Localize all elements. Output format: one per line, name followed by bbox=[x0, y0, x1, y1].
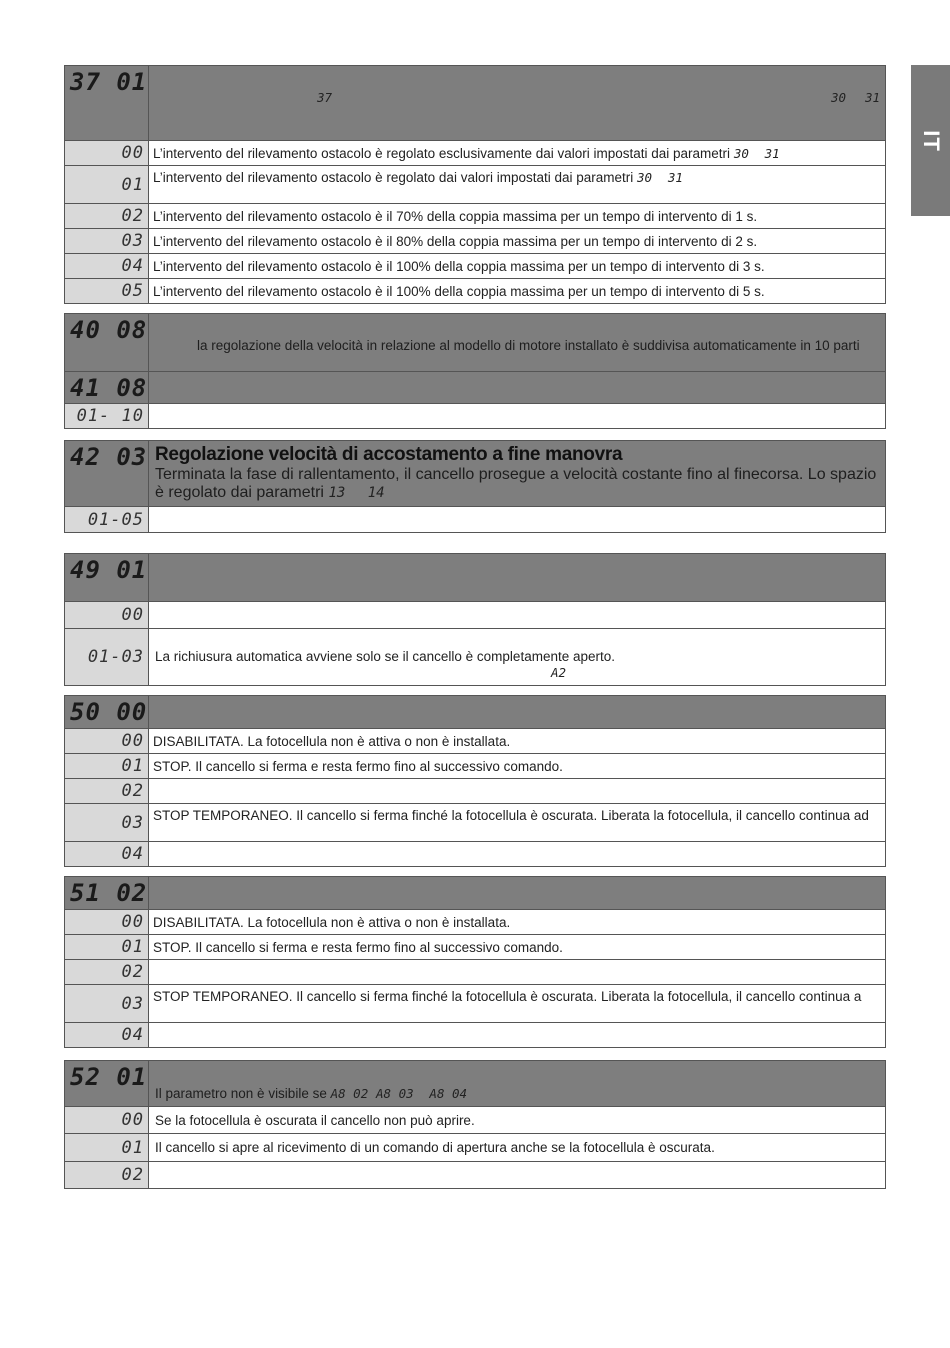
option-code-cell bbox=[65, 1023, 149, 1048]
option-code-cell bbox=[65, 279, 149, 304]
param-description: la regolazione della velocità in relazione al modello di motore installato è suddivisa automaticamente in 10 parti bbox=[197, 338, 860, 353]
param-code-cell bbox=[65, 441, 149, 507]
option-description bbox=[149, 729, 886, 754]
param-header bbox=[149, 66, 886, 141]
option-code: 01 bbox=[121, 937, 144, 957]
option-code-cell bbox=[65, 507, 149, 533]
param-code: 51 02 bbox=[70, 879, 148, 907]
option-text: DISABILITATA. La fotocellula non è attiva o non è installata. bbox=[153, 733, 511, 749]
option-code-cell bbox=[65, 985, 149, 1023]
option-text: L’intervento del rilevamento ostacolo è il 70% della coppia massima per un tempo di intervento di 1 s. bbox=[153, 208, 758, 224]
option-description bbox=[149, 1134, 886, 1162]
option-code: 00 bbox=[121, 605, 144, 625]
param-50-table bbox=[64, 695, 886, 867]
option-code: 00 bbox=[121, 912, 144, 932]
param-ref: 14 bbox=[367, 485, 385, 501]
option-description bbox=[149, 985, 886, 1023]
option-description bbox=[149, 279, 886, 304]
option-description bbox=[149, 1023, 886, 1048]
option-code-cell bbox=[65, 935, 149, 960]
option-code: 00 bbox=[121, 1110, 144, 1130]
option-description bbox=[149, 141, 886, 166]
param-code: 50 00 bbox=[70, 698, 148, 726]
param-ref: A8 02 bbox=[330, 1086, 369, 1101]
param-header bbox=[149, 314, 886, 372]
option-code-cell bbox=[65, 1134, 149, 1162]
option-code-cell bbox=[65, 404, 149, 429]
param-42-table bbox=[64, 440, 886, 533]
option-text: L’intervento del rilevamento ostacolo è regolato esclusivamente dai valori impostati dai parametri bbox=[153, 145, 731, 161]
option-code-cell bbox=[65, 754, 149, 779]
param-code-cell bbox=[65, 554, 149, 602]
option-code-cell bbox=[65, 804, 149, 842]
option-code-cell bbox=[65, 910, 149, 935]
option-code: 04 bbox=[121, 844, 144, 864]
option-description bbox=[149, 754, 886, 779]
param-subtitle-line: è regolato dai parametri bbox=[155, 484, 324, 501]
option-description bbox=[149, 166, 886, 204]
option-code: 01 bbox=[121, 174, 144, 195]
param-title: Regolazione velocità di accostamento a fine manovra bbox=[155, 444, 623, 465]
option-description bbox=[149, 602, 886, 629]
param-code-cell bbox=[65, 877, 149, 910]
param-ref: A2 bbox=[551, 665, 567, 680]
option-code: 01-05 bbox=[87, 509, 144, 530]
param-52-table bbox=[64, 1060, 886, 1189]
option-text: L’intervento del rilevamento ostacolo è il 80% della coppia massima per un tempo di intervento di 2 s. bbox=[153, 233, 758, 249]
param-code: 42 03 bbox=[70, 443, 148, 471]
option-code-cell bbox=[65, 166, 149, 204]
option-code-cell bbox=[65, 1107, 149, 1134]
param-code: 37 01 bbox=[70, 68, 148, 96]
option-code-cell bbox=[65, 602, 149, 629]
param-subtitle-line: Terminata la fase di rallentamento, il cancello prosegue a velocità costante fino al finecorsa. Lo spazio bbox=[155, 466, 877, 483]
param-ref: 30 bbox=[831, 90, 847, 105]
option-code-cell bbox=[65, 229, 149, 254]
param-header bbox=[149, 441, 886, 507]
option-code: 03 bbox=[121, 993, 144, 1014]
option-code: 01 bbox=[121, 1137, 144, 1158]
option-description bbox=[149, 910, 886, 935]
option-text: L’intervento del rilevamento ostacolo è il 100% della coppia massima per un tempo di intervento di 5 s. bbox=[153, 283, 765, 299]
param-37-table bbox=[64, 65, 886, 304]
option-description bbox=[149, 935, 886, 960]
param-code: 41 08 bbox=[70, 374, 148, 402]
option-description bbox=[149, 1162, 886, 1189]
option-code: 05 bbox=[121, 281, 144, 301]
param-code: 49 01 bbox=[70, 556, 148, 584]
option-description bbox=[149, 804, 886, 842]
option-code: 00 bbox=[121, 731, 144, 751]
option-description bbox=[149, 229, 886, 254]
option-text: STOP TEMPORANEO. Il cancello si ferma finché la fotocellula è oscurata. Liberata la fotocellula, il cancello continua a bbox=[153, 989, 862, 1004]
option-text: STOP. Il cancello si ferma e resta fermo fino al successivo comando. bbox=[153, 758, 563, 774]
param-header bbox=[149, 877, 886, 910]
param-ref: 37 bbox=[317, 90, 333, 105]
option-code: 03 bbox=[121, 812, 144, 833]
option-code: 04 bbox=[121, 1025, 144, 1045]
option-code: 00 bbox=[121, 143, 144, 163]
language-tab bbox=[911, 65, 950, 216]
option-code: 04 bbox=[121, 256, 144, 276]
option-code-cell bbox=[65, 729, 149, 754]
option-description bbox=[149, 960, 886, 985]
option-code: 02 bbox=[121, 1165, 144, 1185]
param-note bbox=[155, 1086, 467, 1101]
option-text: Se la fotocellula è oscurata il cancello non può aprire. bbox=[155, 1112, 475, 1128]
param-code: 40 08 bbox=[70, 316, 148, 344]
option-code-cell bbox=[65, 254, 149, 279]
param-header bbox=[149, 554, 886, 602]
option-text: STOP. Il cancello si ferma e resta fermo fino al successivo comando. bbox=[153, 939, 563, 955]
option-code: 03 bbox=[121, 231, 144, 251]
option-code-cell bbox=[65, 204, 149, 229]
option-code-cell bbox=[65, 141, 149, 166]
param-note-text: Il parametro non è visibile se bbox=[155, 1086, 327, 1101]
option-code-cell bbox=[65, 779, 149, 804]
option-code-cell bbox=[65, 842, 149, 867]
param-code-cell bbox=[65, 1061, 149, 1107]
option-description bbox=[149, 204, 886, 229]
option-text: Il cancello si apre al ricevimento di un comando di apertura anche se la fotocellula è oscurata. bbox=[155, 1140, 715, 1155]
language-tab-label: IT bbox=[918, 129, 944, 152]
param-code-cell bbox=[65, 696, 149, 729]
param-code-cell bbox=[65, 372, 149, 404]
option-description bbox=[149, 779, 886, 804]
option-description bbox=[149, 404, 886, 429]
option-description bbox=[149, 842, 886, 867]
option-code: 02 bbox=[121, 206, 144, 226]
param-code-cell bbox=[65, 314, 149, 372]
param-header bbox=[149, 696, 886, 729]
param-40-table bbox=[64, 313, 886, 429]
option-code: 02 bbox=[121, 962, 144, 982]
option-code: 01- 10 bbox=[76, 406, 144, 426]
param-ref: A8 03 bbox=[376, 1086, 414, 1101]
param-subtitle bbox=[149, 466, 885, 502]
option-text: STOP TEMPORANEO. Il cancello si ferma finché la fotocellula è oscurata. Liberata la fotocellula, il cancello continua ad bbox=[153, 808, 869, 823]
option-code: 01 bbox=[121, 756, 144, 776]
option-description bbox=[149, 1107, 886, 1134]
option-text: DISABILITATA. La fotocellula non è attiva o non è installata. bbox=[153, 914, 511, 930]
param-ref: A8 04 bbox=[429, 1086, 468, 1101]
option-text: L’intervento del rilevamento ostacolo è regolato dai valori impostati dai parametri bbox=[153, 170, 634, 185]
option-code: 01-03 bbox=[87, 647, 144, 667]
option-code-cell bbox=[65, 1162, 149, 1189]
option-text: L’intervento del rilevamento ostacolo è il 100% della coppia massima per un tempo di intervento di 3 s. bbox=[153, 258, 765, 274]
param-ref: 31 bbox=[667, 170, 683, 185]
param-ref: 13 bbox=[328, 485, 346, 501]
option-description bbox=[149, 254, 886, 279]
param-ref: 31 bbox=[865, 90, 881, 105]
option-text: La richiusura automatica avviene solo se il cancello è completamente aperto. bbox=[155, 649, 616, 664]
option-description bbox=[149, 507, 886, 533]
param-ref: 30 bbox=[733, 145, 749, 161]
option-description bbox=[149, 629, 886, 686]
param-code: 52 01 bbox=[70, 1063, 148, 1091]
option-code-cell bbox=[65, 629, 149, 686]
param-49-table bbox=[64, 553, 886, 686]
param-header bbox=[149, 372, 886, 404]
option-code-cell bbox=[65, 960, 149, 985]
param-ref: 30 bbox=[637, 170, 653, 185]
param-51-table bbox=[64, 876, 886, 1048]
param-code-cell bbox=[65, 66, 149, 141]
param-ref: 31 bbox=[764, 145, 780, 161]
option-code: 02 bbox=[121, 781, 144, 801]
param-header bbox=[149, 1061, 886, 1107]
